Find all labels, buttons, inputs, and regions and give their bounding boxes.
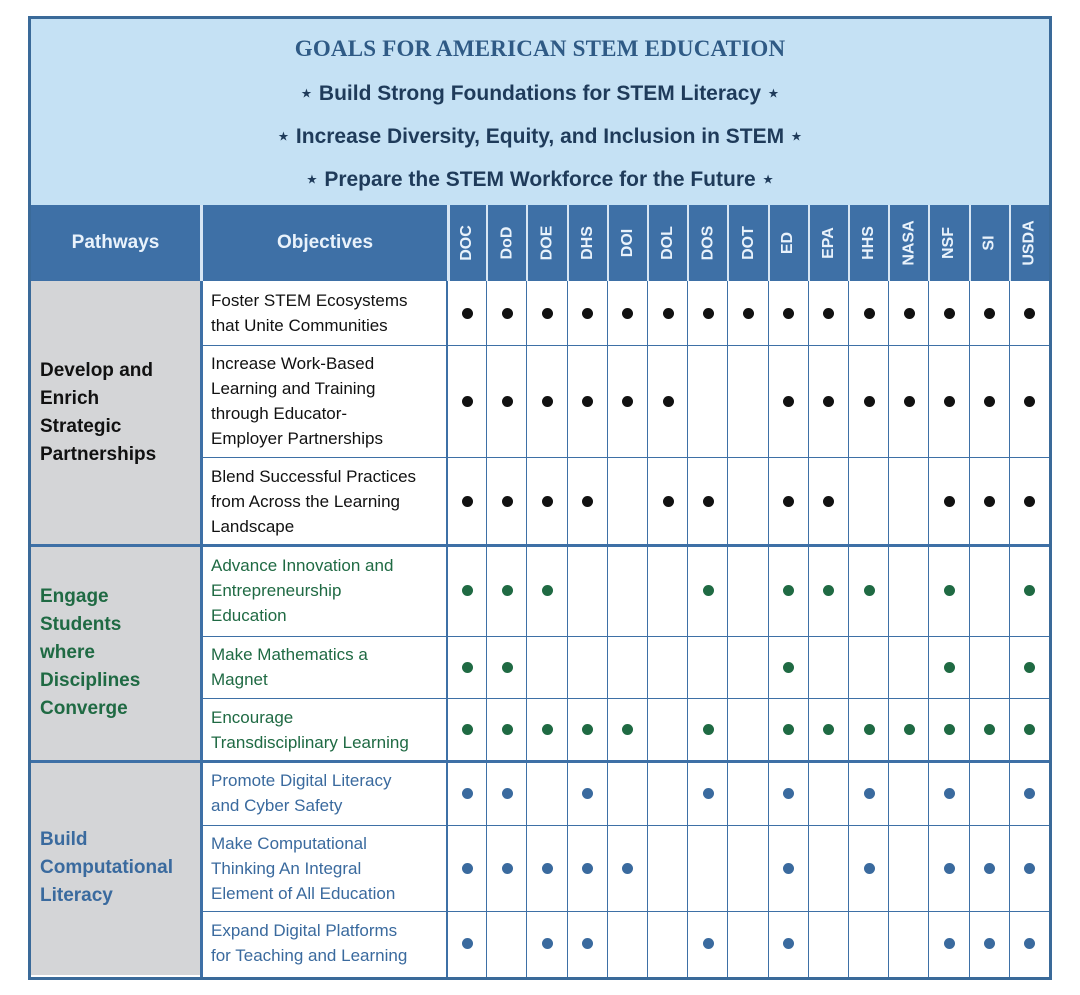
column-divider	[446, 281, 448, 977]
agency-mark-dot	[502, 396, 513, 407]
agency-mark-dot	[823, 396, 834, 407]
agency-mark-dot	[663, 396, 674, 407]
agency-mark-dot	[823, 308, 834, 319]
row-divider	[203, 345, 1049, 346]
agency-mark-dot	[864, 308, 875, 319]
agency-mark-dot	[783, 863, 794, 874]
agency-mark-dot	[823, 724, 834, 735]
agency-mark-dot	[542, 863, 553, 874]
header-divider	[200, 205, 203, 281]
row-divider	[203, 825, 1049, 826]
agency-mark-dot	[1024, 396, 1035, 407]
agency-mark-dot	[1024, 662, 1035, 673]
agency-label: DHS	[578, 226, 596, 260]
agency-mark-dot	[703, 308, 714, 319]
objective-label: Promote Digital Literacy and Cyber Safety	[211, 771, 392, 815]
agency-mark-dot	[783, 308, 794, 319]
agency-label: DOC	[458, 225, 475, 261]
agency-mark-dot	[663, 496, 674, 507]
agency-label: DOE	[538, 225, 556, 261]
agency-mark-dot	[502, 308, 513, 319]
agency-label: DOS	[699, 225, 717, 261]
objective-label: Make Mathematics a Magnet	[211, 645, 368, 689]
pathway-label: Build Computational Literacy	[31, 761, 200, 975]
agency-mark-dot	[703, 496, 714, 507]
agency-mark-dot	[1024, 308, 1035, 319]
agency-label: NSF	[940, 227, 958, 259]
agency-label: HHS	[860, 226, 877, 260]
agency-label: DOL	[659, 226, 676, 260]
column-divider	[486, 281, 487, 977]
agency-mark-dot	[622, 396, 633, 407]
column-divider	[928, 281, 929, 977]
agency-mark-dot	[502, 662, 513, 673]
pathway-label: Engage Students where Disciplines Converge	[31, 545, 200, 761]
section-divider	[31, 760, 1049, 763]
agency-mark-dot	[462, 496, 473, 507]
agency-mark-dot	[783, 585, 794, 596]
agency-mark-dot	[582, 863, 593, 874]
agency-mark-dot	[542, 724, 553, 735]
column-divider	[848, 281, 849, 977]
agency-mark-dot	[783, 788, 794, 799]
agency-label: USDA	[1020, 220, 1038, 266]
agency-column-header	[608, 205, 648, 281]
agency-column-header	[487, 205, 527, 281]
agency-column-header	[728, 205, 768, 281]
column-divider	[607, 281, 608, 977]
agency-mark-dot	[984, 724, 995, 735]
agency-label: DOI	[618, 228, 636, 258]
agency-mark-dot	[462, 938, 473, 949]
agency-mark-dot	[984, 938, 995, 949]
agency-mark-dot	[904, 396, 915, 407]
agency-mark-dot	[783, 496, 794, 507]
agency-mark-dot	[1024, 938, 1035, 949]
row-divider	[203, 457, 1049, 458]
objective-label: Advance Innovation and Entrepreneurship Education	[211, 556, 394, 625]
agency-mark-dot	[944, 724, 955, 735]
agency-mark-dot	[703, 724, 714, 735]
agency-mark-dot	[1024, 863, 1035, 874]
objective-label: Increase Work-Based Learning and Training through Educator- Employer Partnerships	[211, 354, 383, 448]
row-divider	[203, 911, 1049, 912]
pathway-label: Develop and Enrich Strategic Partnerships	[31, 281, 200, 545]
agency-mark-dot	[542, 496, 553, 507]
agency-mark-dot	[944, 662, 955, 673]
agency-mark-dot	[823, 496, 834, 507]
agency-mark-dot	[864, 585, 875, 596]
agency-mark-dot	[462, 662, 473, 673]
agency-mark-dot	[823, 585, 834, 596]
agency-mark-dot	[542, 396, 553, 407]
agency-mark-dot	[864, 724, 875, 735]
column-divider	[768, 281, 769, 977]
goal-line: ⋆ Build Strong Foundations for STEM Literacy ⋆	[299, 82, 781, 105]
agency-mark-dot	[743, 308, 754, 319]
agency-label: DOT	[739, 226, 757, 260]
agency-column-header	[447, 205, 487, 281]
agency-column-header	[1010, 205, 1050, 281]
agency-mark-dot	[944, 788, 955, 799]
agency-label: DoD	[498, 226, 516, 260]
agency-mark-dot	[542, 308, 553, 319]
agency-mark-dot	[582, 788, 593, 799]
agency-mark-dot	[944, 938, 955, 949]
agency-column-header	[970, 205, 1010, 281]
agency-mark-dot	[462, 308, 473, 319]
agency-mark-dot	[944, 863, 955, 874]
goal-line: ⋆ Prepare the STEM Workforce for the Future ⋆	[305, 168, 775, 191]
agency-column-header	[568, 205, 608, 281]
agency-mark-dot	[1024, 496, 1035, 507]
column-header-objectives: Objectives	[276, 232, 374, 253]
agency-mark-dot	[703, 585, 714, 596]
column-divider	[567, 281, 568, 977]
objective-label: Make Computational Thinking An Integral Element of All Education	[211, 833, 396, 903]
agency-mark-dot	[984, 863, 995, 874]
agency-mark-dot	[622, 308, 633, 319]
agency-column-header	[688, 205, 728, 281]
agency-mark-dot	[462, 863, 473, 874]
agency-mark-dot	[1024, 788, 1035, 799]
agency-column-header	[809, 205, 849, 281]
agency-mark-dot	[582, 396, 593, 407]
agency-column-header	[889, 205, 929, 281]
agency-mark-dot	[864, 863, 875, 874]
column-divider	[200, 281, 203, 977]
agency-mark-dot	[783, 396, 794, 407]
column-divider	[888, 281, 889, 977]
agency-mark-dot	[944, 308, 955, 319]
agency-mark-dot	[542, 585, 553, 596]
agency-mark-dot	[1024, 585, 1035, 596]
agency-mark-dot	[703, 938, 714, 949]
agency-mark-dot	[783, 724, 794, 735]
goals-header	[31, 19, 1049, 205]
column-divider	[808, 281, 809, 977]
column-divider	[526, 281, 527, 977]
agency-mark-dot	[502, 496, 513, 507]
agency-mark-dot	[984, 496, 995, 507]
agency-mark-dot	[542, 938, 553, 949]
page-title: GOALS FOR AMERICAN STEM EDUCATION	[294, 36, 786, 61]
agency-label: ED	[779, 231, 797, 255]
agency-column-header	[929, 205, 969, 281]
row-divider	[203, 698, 1049, 699]
stem-goals-table	[28, 16, 1052, 980]
agency-mark-dot	[864, 788, 875, 799]
agency-mark-dot	[703, 788, 714, 799]
agency-mark-dot	[864, 396, 875, 407]
objective-label: Expand Digital Platforms for Teaching and Learning	[211, 921, 408, 965]
agency-column-header	[527, 205, 567, 281]
agency-mark-dot	[944, 585, 955, 596]
agency-mark-dot	[462, 724, 473, 735]
agency-mark-dot	[462, 788, 473, 799]
goal-line: ⋆ Increase Diversity, Equity, and Inclusion in STEM ⋆	[276, 125, 804, 148]
agency-mark-dot	[984, 396, 995, 407]
agency-label: NASA	[900, 220, 918, 266]
agency-mark-dot	[944, 396, 955, 407]
column-divider	[1009, 281, 1010, 977]
agency-mark-dot	[783, 662, 794, 673]
agency-mark-dot	[502, 863, 513, 874]
section-divider	[31, 544, 1049, 547]
agency-column-header	[769, 205, 809, 281]
agency-mark-dot	[582, 724, 593, 735]
agency-mark-dot	[582, 496, 593, 507]
objective-label: Foster STEM Ecosystems that Unite Communities	[211, 291, 408, 335]
row-divider	[203, 636, 1049, 637]
agency-mark-dot	[663, 308, 674, 319]
column-header-pathways: Pathways	[71, 232, 160, 253]
column-divider	[727, 281, 728, 977]
agency-label: SI	[980, 235, 998, 251]
agency-column-header	[648, 205, 688, 281]
agency-mark-dot	[984, 308, 995, 319]
column-divider	[687, 281, 688, 977]
objective-label: Encourage Transdisciplinary Learning	[211, 707, 409, 752]
agency-mark-dot	[462, 585, 473, 596]
agency-mark-dot	[904, 724, 915, 735]
column-divider	[647, 281, 648, 977]
agency-column-header	[849, 205, 889, 281]
agency-mark-dot	[502, 788, 513, 799]
agency-label: EPA	[819, 227, 837, 259]
agency-mark-dot	[502, 724, 513, 735]
agency-mark-dot	[582, 938, 593, 949]
agency-mark-dot	[622, 863, 633, 874]
agency-mark-dot	[502, 585, 513, 596]
agency-mark-dot	[904, 308, 915, 319]
agency-mark-dot	[944, 496, 955, 507]
agency-mark-dot	[622, 724, 633, 735]
objective-label: Blend Successful Practices from Across the Learning Landscape	[211, 466, 417, 536]
agency-mark-dot	[783, 938, 794, 949]
agency-mark-dot	[462, 396, 473, 407]
agency-mark-dot	[1024, 724, 1035, 735]
column-divider	[969, 281, 970, 977]
agency-mark-dot	[582, 308, 593, 319]
